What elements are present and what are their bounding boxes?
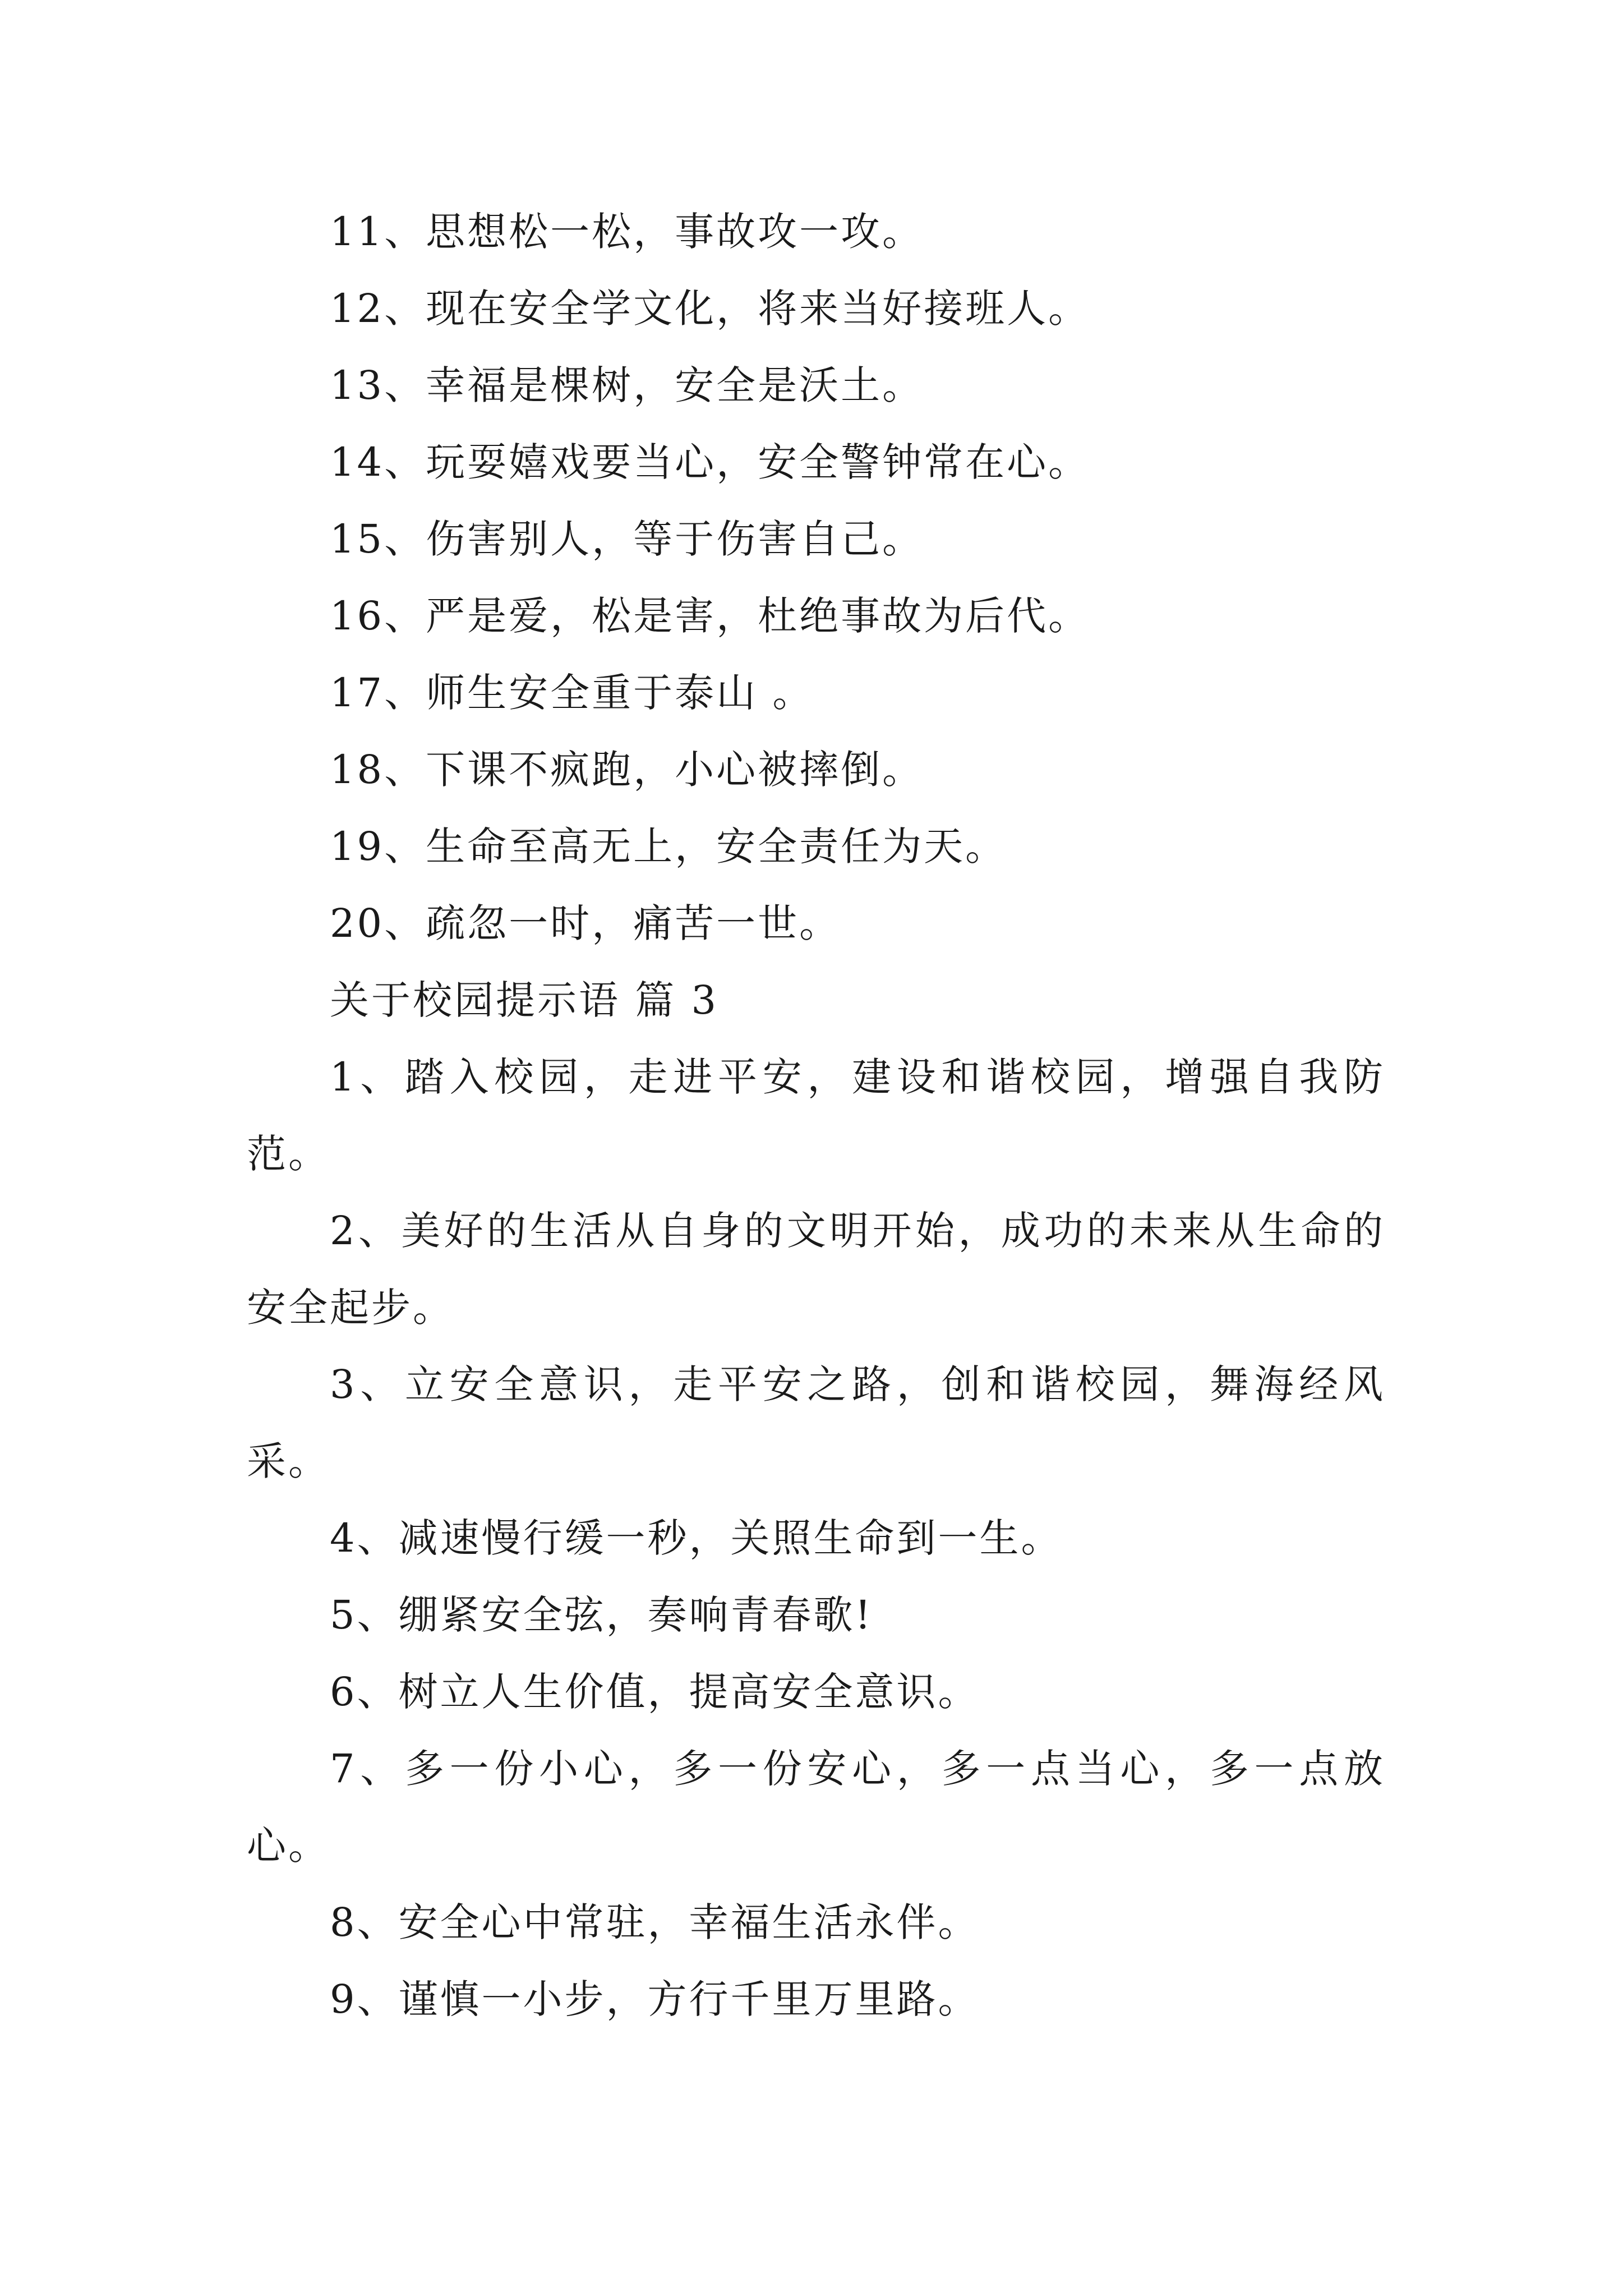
list-item: 2、美好的生活从自身的文明开始，成功的未来从生命的安全起步。 [247,1208,1385,1331]
list-item: 14、玩耍嬉戏要当心，安全警钟常在心。 [330,439,1090,485]
list-item: 1、踏入校园，走进平安，建设和谐校园，增强自我防范。 [247,1054,1385,1177]
list-item: 20、疏忽一时，痛苦一世。 [330,900,841,946]
list-item: 18、下课不疯跑，小心被摔倒。 [330,747,924,793]
list-item: 17、师生安全重于泰山 。 [330,670,814,716]
section-heading: 关于校园提示语 篇 3 [330,977,719,1023]
list-item: 7、多一份小心，多一份安心，多一点当心，多一点放心。 [247,1746,1385,1869]
list-item: 13、幸福是棵树，安全是沃土。 [330,362,924,408]
document-body [247,194,1385,2038]
list-item: 6、树立人生价值，提高安全意识。 [330,1669,980,1715]
list-item: 4、减速慢行缓一秒，关照生命到一生。 [330,1515,1063,1561]
list-item: 19、生命至高无上，安全责任为天。 [330,823,1007,869]
list-item: 16、严是爱，松是害，杜绝事故为后代。 [330,593,1090,639]
list-item: 11、思想松一松，事故攻一攻。 [330,209,924,255]
list-item: 8、安全心中常驻，幸福生活永伴。 [330,1899,980,1945]
list-item: 15、伤害别人，等于伤害自己。 [330,516,924,562]
list-item: 3、立安全意识，走平安之路，创和谐校园，舞海经风采。 [247,1361,1385,1484]
list-item: 9、谨慎一小步，方行千里万里路。 [330,1976,980,2022]
list-item: 12、现在安全学文化，将来当好接班人。 [330,286,1090,332]
list-item: 5、绷紧安全弦，奏响青春歌! [330,1592,873,1638]
